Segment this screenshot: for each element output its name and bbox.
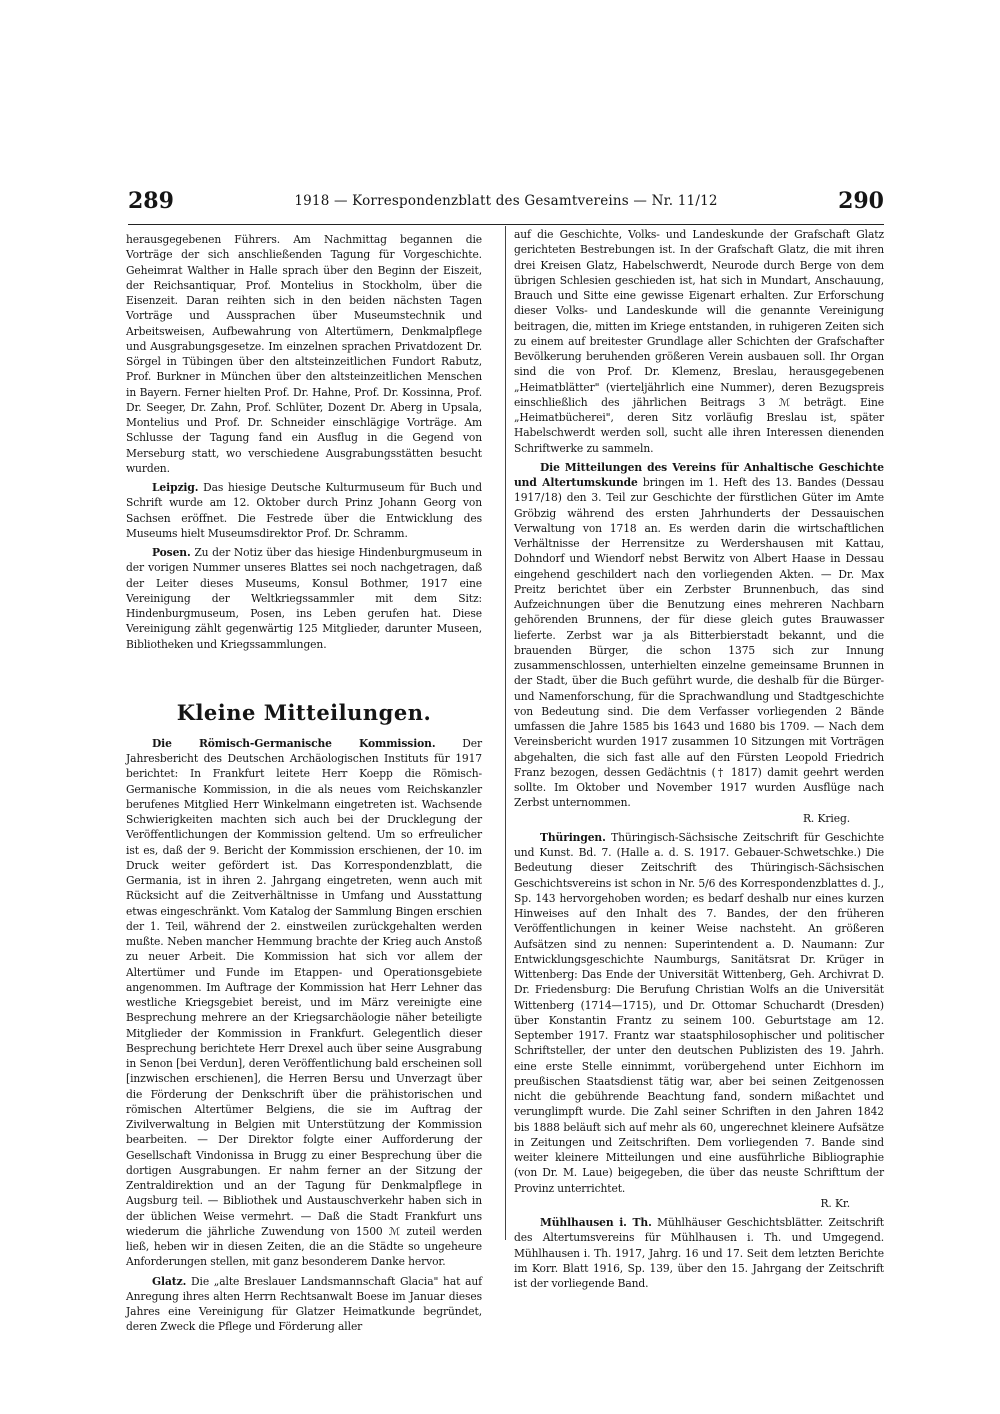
right-column [514,227,884,1291]
section-title: Kleine Mitteilungen. [176,699,432,725]
paragraph-lead: Thüringen. [540,830,606,844]
page-number-right: 290 [838,188,884,214]
paragraph-text: Thüringisch-Sächsische Zeitschrift für Geschichte und Kunst. Bd. 7. (Halle a. d. S. 1917. Gebauer-Schwetschke.) Die Bedeutung dieser Zeitschrift des Thüringisch-Sächsischen Geschichtsvereins ist schon in Nr. 5/6 des Korrespondenzblattes d. J., Sp. 143 hervorgehoben worden; es bedarf deshalb nur eines kurzen Hinweises auf den Inhalt des 7. Bandes, der den früheren Veröffentlichungen in keiner Weise nachsteht. An größeren Aufsätzen sind zu nennen: Superintendent a. D. Naumann: Zur Entwicklungsgeschichte Naumburgs, Sanitätsrat Dr. Krüger in Wittenberg: Das Ende der Universität Wittenberg, Geh. Archivrat D. Dr. Friedensburg: Die Berufung Christian Wolfs an die Universität Wittenberg (1714—1715), und Dr. Ottomar Schuchardt (Dresden) über Konstantin Frantz zu seinem 100. Geburtstage am 12. September 1917. Frantz war staatsphilosophischer und politischer Schriftsteller, der unter den deutschen Publizisten des 19. Jahrh. eine erste Stelle einnimmt, vorübergehend unter Eichhorn im preußischen Staatsdienst tätig war, aber bei seinen Zeitgenossen nicht die gebührende Beachtung fand, sondern mißachtet und verunglimpft wurde. Die Zahl seiner Schriften in den Jahren 1842 bis 1888 beläuft sich auf mehr als 60, ungerechnet kleinere Aufsätze in Zeitungen und Zeitschriften. Dem vorliegenden 7. Bande sind weiter kleinere Mitteilungen und eine ausführliche Bibliographie (von Dr. M. Laue) beigegeben, die über das neuste Schrifttum der Provinz unterrichtet. [514,830,884,1195]
paragraph-glatz-continued: auf die Geschichte, Volks- und Landeskunde der Grafschaft Glatz gerichteten Bestrebungen ist. In der Grafschaft Glatz, die mit ihren drei Kreisen Glatz, Habelschwerdt, Neurode durch Berge von dem übrigen Schlesien geschieden ist, hat sich in Mundart, Anschauung, Brauch und Sitte eine gewisse Eigenart erhalten. Zur Erforschung dieser Volks- und Landeskunde will die genannte Vereinigung beitragen, die, mitten im Kriege entstanden, in ruhigeren Zeiten sich zu einem auf breitester Grundlage aller Schichten der Grafschafter Bevölkerung beruhenden größeren Verein ausbauen soll. Ihr Organ sind die von Prof. Dr. Klemenz, Breslau, herausgegebenen „Heimatblätter" (vierteljährlich eine Nummer), deren Bezugspreis einschließlich des jährlichen Beitrags 3 ℳ beträgt. Eine „Heimatbücherei", deren Sitz vorläufig Breslau ist, später Habelschwerdt werden soll, sucht alle ihren Interessen dienenden Schriftwerke zu sammeln. [514,228,884,455]
author-signature: R. Kr. [820,1196,850,1210]
paragraph-lead: Die Römisch-Germanische Kommission. [152,736,436,750]
page-header [128,188,884,220]
paragraph-text: Mühlhäuser Geschichtsblätter. Zeitschrift des Altertumsvereins für Mühlhausen i. Th. und Umgegend. Mühlhausen i. Th. 1917, Jahrg. 16 und 17. Seit dem letzten Berichte im Korr. Blatt 1916, Sp. 139, über den 15. Jahrgang der Zeitschrift ist der vorliegende Band. [514,1216,884,1290]
paragraph-text: Die „alte Breslauer Landsmannschaft Glacia" hat auf Anregung ihres alten Herrn Rechtsanwalt Boese im Januar dieses Jahres eine Vereinigung für Glatzer Heimatkunde begründet, deren Zweck die Pflege und Förderung aller [126,1274,482,1334]
paragraph-posen [126,545,482,652]
paragraph-lead: Posen. [152,546,191,559]
paragraph-museum-conference: herausgegebenen Führers. Am Nachmittag begannen die Vorträge der sich anschließenden Tagung für Vorgeschichte. Geheimrat Walther in Halle sprach über den Beginn der Eiszeit, der Reichsantiquar, Prof. Montelius in Stockholm, über die Eisenzeit. Daran reihten sich in den beiden nächsten Tagen Vorträge und Aussprachen über Museumstechnik und Arbeitsweisen, Aufbewahrung von Altertümern, Denkmalpflege und Ausgrabungsgesetze. Im einzelnen sprachen Privatdozent Dr. Sörgel in Tübingen über den altsteinzeitlichen Fundort Rabutz, Prof. Burkner in München über den altsteinzeitlichen Menschen in Bayern. Ferner hielten Prof. Dr. Hahne, Prof. Dr. Kossinna, Prof. Dr. Seeger, Dr. Zahn, Prof. Schlüter, Dozent Dr. Aberg in Upsala, Montelius und Prof. Dr. Schneider einschlägige Vorträge. Am Schlusse der Tagung fand ein Ausflug in die Gegend von Merseburg statt, wo verschiedene Ausgrabungsstätten besucht wurden. [126,233,482,475]
column-divider [505,226,506,1240]
paragraph-text: Zu der Notiz über das hiesige Hindenburgmuseum in der vorigen Nummer unseres Blattes sei noch nachgetragen, daß der Leiter dieses Museums, Konsul Bothmer, 1917 eine Vereinigung der Weltkriegssammler mit dem Sitz: Hindenburgmuseum, Posen, ins Leben gerufen hat. Diese Vereinigung zählt gegenwärtig 125 Mitglieder, darunter Museen, Bibliotheken und Kriegssammlungen. [126,546,482,651]
left-column [126,232,482,1335]
paragraph-leipzig [126,480,482,541]
paragraph-thueringen [514,830,884,1211]
paragraph-text: Das hiesige Deutsche Kulturmuseum für Buch und Schrift wurde am 12. Oktober durch Prinz Johann Georg von Sachsen eröffnet. Die Festrede über die Entwicklung des Museums hielt Museumsdirektor Prof. Dr. Schramm. [126,481,482,540]
header-rule [128,224,884,225]
paragraph-lead: Die Mitteilungen des Vereins für Anhaltische Geschichte und Altertumskunde [514,460,884,489]
running-title: 1918 — Korrespondenzblatt des Gesamtvereins — Nr. 11/12 [294,193,718,209]
author-signature: R. Krieg. [802,811,850,825]
page-number-left: 289 [128,188,174,214]
paragraph-muehlhausen [514,1215,884,1291]
paragraph-lead: Mühlhausen i. Th. [540,1216,652,1229]
paragraph-text: Der Jahresbericht des Deutschen Archäologischen Instituts für 1917 berichtet: In Frankfurt leitete Herr Koepp die Römisch-Germanische Kommission, in die als neues vom Reichskanzler berufenes Mitglied Herr Winkelmann eingetreten ist. Wachsende Schwierigkeiten machten sich auch bei der Drucklegung der Veröffentlichungen der Kommission geltend. Um so erfreulicher ist es, daß der 9. Bericht der Kommission erschienen, der 10. im Druck weiter gefördert ist. Das Korrespondenzblatt, die Germania, ist in ihren 2. Jahrgang eingetreten, wenn auch mit Rücksicht auf die Zeitverhältnisse in Umfang und Ausstattung etwas eingeschränkt. Vom Katalog der Sammlung Bingen erschien der 1. Teil, während der 2. einstweilen zurückgehalten werden mußte. Neben mancher Hemmung brachte der Krieg auch Anstoß zu neuer Arbeit. Die Kommission hat sich vor allem der Altertümer und Funde im Etappen- und Operationsgebiete angenommen. Im Auftrage der Kommission hat Herr Lehner das westliche Kriegsgebiet bereist, und im März vereinigte eine Besprechung mehrere an der Kriegsarchäologie näher beteiligte Mitglieder der Kommission in Frankfurt. Gelegentlich dieser Besprechung berichtete Herr Drexel auch über seine Ausgrabung in Senon [bei Verdun], deren Veröffentlichung bald erscheinen soll [inzwischen erschienen], die Herren Bersu und Unverzagt über die Förderung der Denkschrift über die prähistorischen und römischen Altertümer Belgiens, die sie im Auftrag der Zivilverwaltung in Belgien mit Unterstützung der Kommission bearbeiten. — Der Direktor folgte einer Aufforderung der Gesellschaft Vindonissa in Brugg zu einer Besprechung über die dortigen Ausgrabungen. Er nahm ferner an der Sitzung der Zentraldirektion und an der Tagung für Denkmalpflege in Augsburg teil. — Bibliothek und Austauschverkehr haben sich in der üblichen Weise vermehrt. — Daß die Stadt Frankfurt uns wiederum die jährliche Zuwendung von 1500 ℳ zuteil werden ließ, heben wir in diesen Zeiten, die an die Städte so ungeheure Anforderungen stellen, mit ganz besonderem Danke hervor. [126,736,482,1269]
paragraph-lead: Leipzig. [152,481,199,494]
paragraph-anhalt [514,460,884,826]
paragraph-text: bringen im 1. Heft des 13. Bandes (Dessau 1917/18) den 3. Teil zur Geschichte der fürstlichen Güter im Amte Gröbzig während des ersten Jahrhunderts der Dessauischen Verwaltung von 1718 an. Es werden darin die wirtschaftlichen Verhältnisse der Herrensitze zu Werdershausen mit Kattau, Dohndorf und Wiendorf nebst Berwitz von Albert Haase in Dessau eingehend geschildert nach den vorliegenden Akten. — Dr. Max Preitz berichtet über ein Zerbster Brunnenbuch, das sind Aufzeichnungen über die Benutzung eines mehreren Nachbarn gehörenden Brunnens, der für diese gleich gutes Brauwasser lieferte. Zerbst war ja als Bitterbierstadt bekannt, und die brauenden Bürger, die schon 1375 sich zur Innung zusammenschlossen, unterhielten einzelne gemeinsame Brunnen in der Stadt, über die Buch geführt wurde, die deshalb für die Bürger- und Namenforschung, für die Sprachwandlung und Stadtgeschichte von Bedeutung sind. Die dem Verfasser vorliegenden 2 Bände umfassen die Jahre 1585 bis 1643 und 1680 bis 1709. — Nach dem Vereinsbericht wurden 1917 zusammen 10 Sitzungen mit Vorträgen abgehalten, die sich fast alle auf den Fürsten Leopold Friedrich Franz bezogen, dessen Gedächtnis († 1817) damit geehrt werden sollte. Im Oktober und November 1917 wurden Ausflüge nach Zerbst unternommen. [514,476,884,810]
paragraph-glatz [126,1274,482,1335]
paragraph-lead: Glatz. [152,1274,187,1288]
paragraph-roman-germanic-commission [126,736,482,1270]
